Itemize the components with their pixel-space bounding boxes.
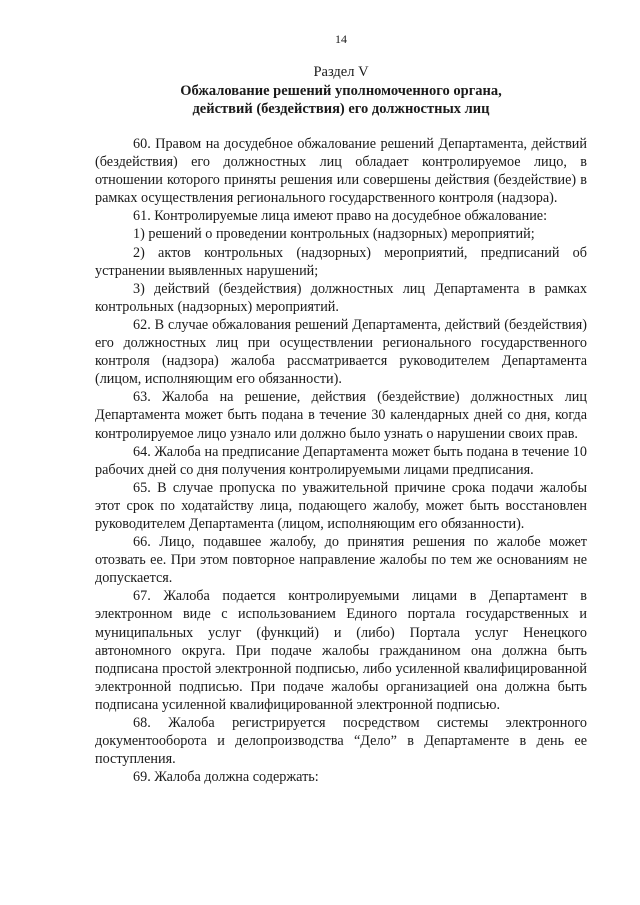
paragraph-69: 69. Жалоба должна содержать: bbox=[133, 769, 319, 786]
paragraph-62: 62. В случае обжалования решений Департамента, действий (бездействия) его должностных лиц при осуществлении регионального государственного контроля (надзора) жалоба рассматривается руководителем Департамента (лицом, исполняющим его обязанности). bbox=[95, 316, 587, 388]
section-label: Раздел V bbox=[313, 64, 369, 80]
paragraph-67: 67. Жалоба подается контролируемыми лицами в Департамент в электронном виде с использованием Единого портала государственных и муниципальных услуг (функций) и (либо) Портала услуг Ненецкого автономного округа. При подаче жалобы гражданином она должна быть подписана простой электронной подписью, либо усиленной квалифицированной электронной подписью. При подаче жалобы организацией она должна быть подписана усиленной квалифицированной электронной подписью. bbox=[95, 588, 587, 713]
paragraph-61-item-1: 1) решений о проведении контрольных (надзорных) мероприятий; bbox=[133, 226, 535, 243]
section-title-line-1: Обжалование решений уполномоченного органа, bbox=[180, 83, 502, 99]
paragraph-61: 61. Контролируемые лица имеют право на досудебное обжалование: bbox=[133, 208, 548, 225]
paragraph-66: 66. Лицо, подавшее жалобу, до принятия решения по жалобе может отозвать ее. При этом повторное направление жалобы по тем же основаниям не допускается. bbox=[95, 534, 587, 587]
section-title-line-2: действий (бездействия) его должностных лиц bbox=[192, 101, 490, 117]
paragraph-64: 64. Жалоба на предписание Департамента может быть подана в течение 10 рабочих дней со дня получения контролируемыми лицами предписания. bbox=[95, 443, 587, 478]
page-number: 14 bbox=[335, 32, 347, 46]
paragraph-61-item-2: 2) актов контрольных (надзорных) мероприятий, предписаний об устранении выявленных нарушений; bbox=[95, 244, 587, 279]
section-title bbox=[95, 82, 587, 118]
paragraph-68: 68. Жалоба регистрируется посредством системы электронного документооборота и делопроизводства “Дело” в Департаменте в день ее поступления. bbox=[95, 715, 587, 768]
section-body bbox=[95, 135, 587, 786]
paragraph-65: 65. В случае пропуска по уважительной причине срока подачи жалобы этот срок по ходатайству лица, подающего жалобу, может быть восстановлен руководителем Департамента (лицом, исполняющим его обязанности). bbox=[95, 479, 587, 532]
paragraph-60: 60. Правом на досудебное обжалование решений Департамента, действий (бездействия) его должностных лиц обладает контролируемое лицо, в отношении которого приняты решения или совершены действия (бездействие) в рамках осуществления регионального государственного контроля (надзора). bbox=[95, 136, 587, 207]
paragraph-61-item-3: 3) действий (бездействия) должностных лиц Департамента в рамках контрольных (надзорных) мероприятий. bbox=[95, 280, 587, 315]
paragraph-63: 63. Жалоба на решение, действия (бездействие) должностных лиц Департамента может быть подана в течение 30 календарных дней со дня, когда контролируемое лицо узнало или должно было узнать о нарушении своих прав. bbox=[95, 389, 587, 442]
